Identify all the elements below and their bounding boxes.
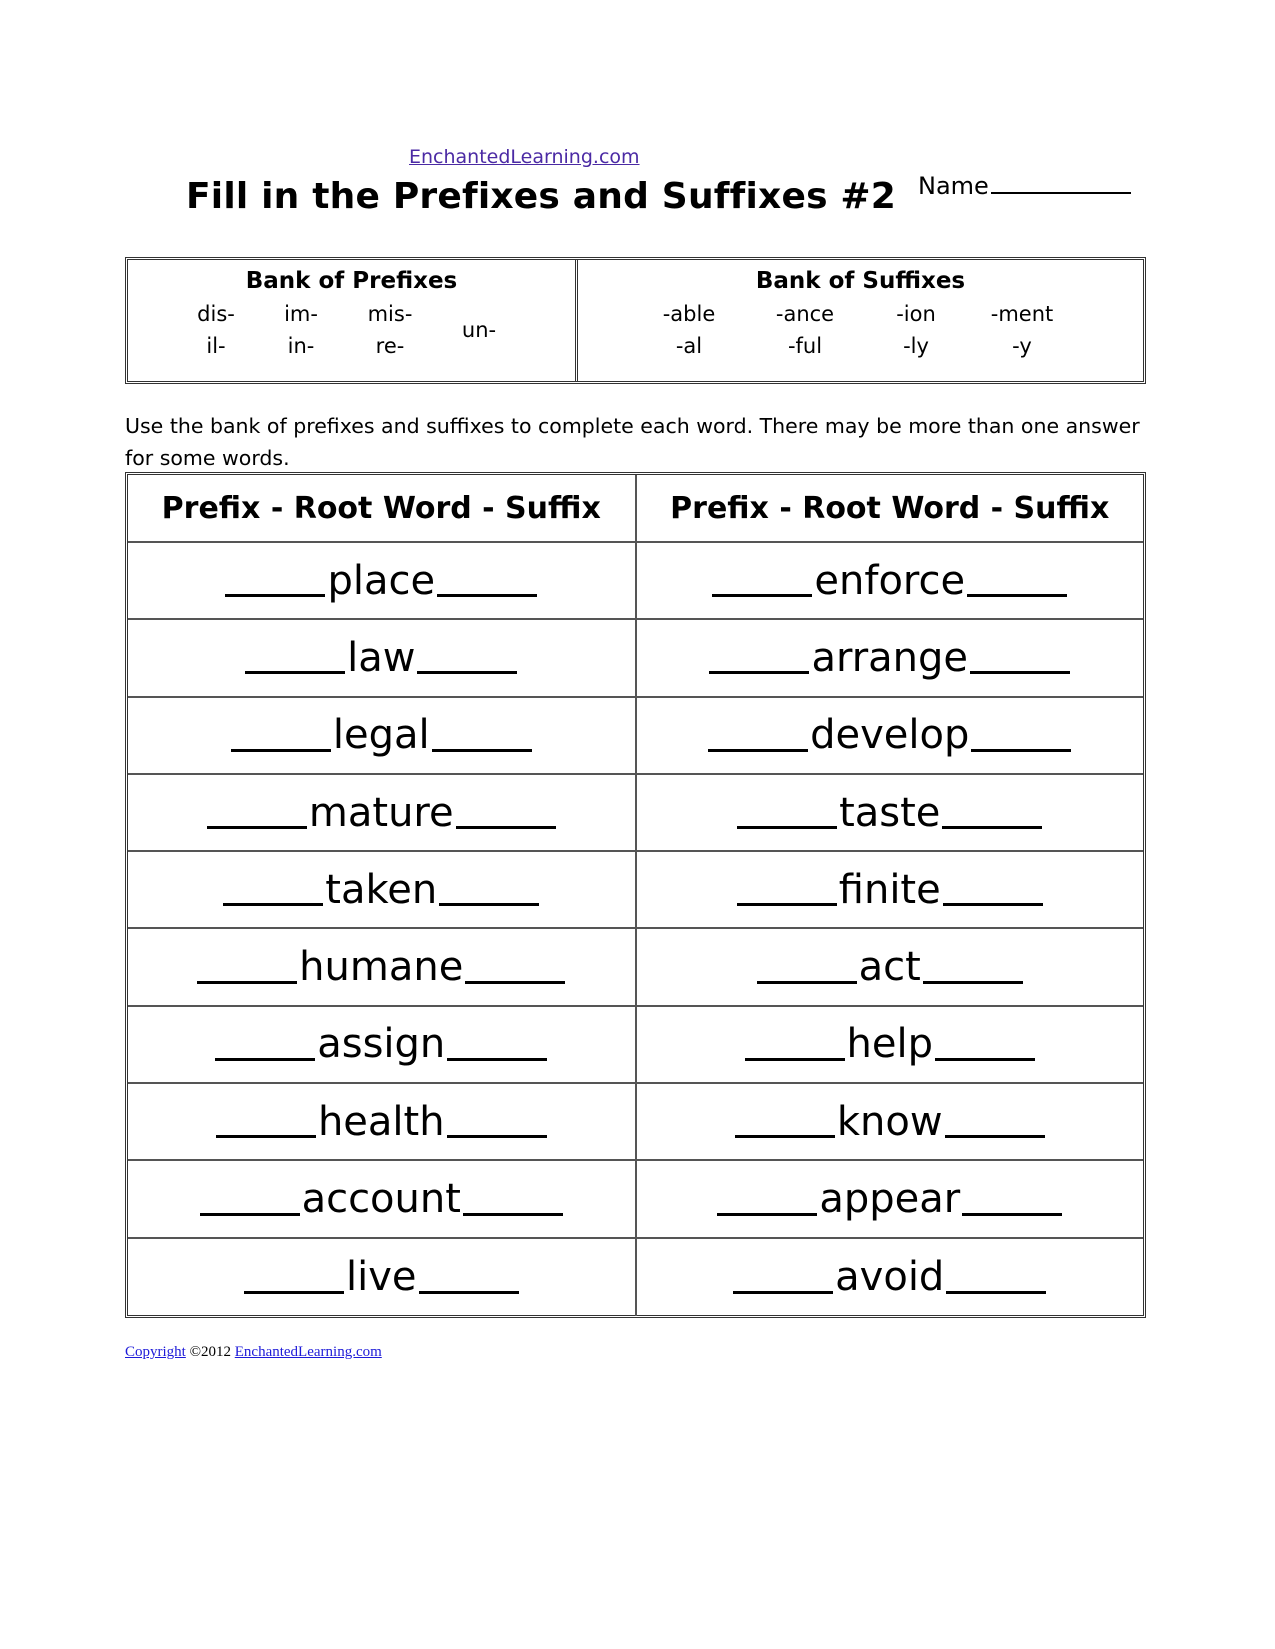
suffix-blank[interactable] bbox=[971, 719, 1071, 752]
root-word: appear bbox=[819, 1176, 961, 1223]
prefix-item: mis- bbox=[367, 302, 413, 326]
suffix-bank bbox=[578, 260, 1143, 381]
suffix-blank[interactable] bbox=[970, 641, 1070, 674]
word-cell bbox=[128, 1161, 637, 1236]
prefix-blank[interactable] bbox=[216, 1105, 316, 1138]
suffix-blank[interactable] bbox=[417, 641, 517, 674]
prefix-blank[interactable] bbox=[207, 796, 307, 829]
word-cell bbox=[128, 1084, 637, 1159]
copyright-year: ©2012 bbox=[189, 1344, 231, 1360]
table-header-row bbox=[128, 475, 1143, 543]
prefix-blank[interactable] bbox=[197, 951, 297, 984]
footer bbox=[125, 1344, 382, 1361]
instructions: Use the bank of prefixes and suffixes to complete each word. There may be more than one answer for some words. bbox=[125, 414, 1140, 470]
prefix-blank[interactable] bbox=[737, 873, 837, 906]
table-row bbox=[128, 698, 1143, 775]
copyright-link[interactable]: Copyright bbox=[125, 1344, 186, 1360]
suffix-item: -ion bbox=[896, 302, 936, 326]
root-word: enforce bbox=[814, 557, 966, 604]
root-word: taken bbox=[325, 866, 438, 913]
table-row bbox=[128, 543, 1143, 620]
suffix-item: -ment bbox=[990, 302, 1054, 326]
prefix-blank[interactable] bbox=[712, 564, 812, 597]
root-word: help bbox=[846, 1021, 933, 1068]
root-word: law bbox=[347, 634, 416, 681]
prefix-blank[interactable] bbox=[717, 1183, 817, 1216]
suffix-blank[interactable] bbox=[967, 564, 1067, 597]
worksheet-title: Fill in the Prefixes and Suffixes #2 bbox=[186, 176, 897, 217]
name-blank bbox=[991, 170, 1131, 194]
word-cell bbox=[637, 929, 1144, 1004]
suffix-blank[interactable] bbox=[439, 873, 539, 906]
table-row bbox=[128, 852, 1143, 929]
word-cell bbox=[637, 1084, 1144, 1159]
root-word: live bbox=[345, 1254, 417, 1301]
name-field bbox=[918, 170, 1131, 200]
prefix-blank[interactable] bbox=[737, 796, 837, 829]
prefix-item: in- bbox=[287, 334, 315, 358]
word-cell bbox=[128, 698, 637, 773]
suffix-blank[interactable] bbox=[419, 1261, 519, 1294]
word-cell bbox=[128, 929, 637, 1004]
word-table bbox=[125, 472, 1146, 1318]
word-cell bbox=[637, 1239, 1144, 1316]
suffix-blank[interactable] bbox=[923, 951, 1023, 984]
site-link[interactable]: EnchantedLearning.com bbox=[409, 146, 640, 168]
suffix-bank-heading: Bank of Suffixes bbox=[755, 268, 966, 294]
suffix-blank[interactable] bbox=[946, 1261, 1046, 1294]
word-cell bbox=[637, 852, 1144, 927]
prefix-blank[interactable] bbox=[225, 564, 325, 597]
prefix-blank[interactable] bbox=[244, 1261, 344, 1294]
word-cell bbox=[128, 620, 637, 695]
word-cell bbox=[637, 543, 1144, 618]
prefix-blank[interactable] bbox=[245, 641, 345, 674]
word-cell bbox=[637, 698, 1144, 773]
prefix-item: il- bbox=[206, 334, 226, 358]
suffix-blank[interactable] bbox=[935, 1028, 1035, 1061]
prefix-bank-heading: Bank of Prefixes bbox=[245, 268, 458, 294]
root-word: health bbox=[317, 1098, 445, 1145]
prefix-blank[interactable] bbox=[757, 951, 857, 984]
suffix-blank[interactable] bbox=[465, 951, 565, 984]
prefix-blank[interactable] bbox=[200, 1183, 300, 1216]
suffix-blank[interactable] bbox=[437, 564, 537, 597]
suffix-item: -al bbox=[675, 334, 703, 358]
name-label: Name bbox=[918, 172, 989, 200]
root-word: develop bbox=[810, 712, 970, 759]
footer-site-link[interactable]: EnchantedLearning.com bbox=[234, 1344, 382, 1360]
root-word: humane bbox=[299, 944, 464, 991]
word-cell bbox=[128, 1239, 637, 1316]
table-row bbox=[128, 1084, 1143, 1161]
root-word: mature bbox=[308, 789, 454, 836]
suffix-item: -able bbox=[662, 302, 716, 326]
table-row bbox=[128, 1239, 1143, 1316]
suffix-blank[interactable] bbox=[942, 796, 1042, 829]
table-row bbox=[128, 1007, 1143, 1084]
column-header: Prefix - Root Word - Suffix bbox=[670, 490, 1110, 526]
root-word: legal bbox=[332, 712, 430, 759]
suffix-blank[interactable] bbox=[456, 796, 556, 829]
word-cell bbox=[637, 775, 1144, 850]
suffix-item: -ly bbox=[903, 334, 929, 358]
suffix-item: -ance bbox=[775, 302, 835, 326]
word-cell bbox=[637, 620, 1144, 695]
prefix-blank[interactable] bbox=[733, 1261, 833, 1294]
suffix-item: -ful bbox=[787, 334, 823, 358]
table-row bbox=[128, 620, 1143, 697]
root-word: avoid bbox=[835, 1254, 945, 1301]
root-word: account bbox=[301, 1176, 461, 1223]
root-word: taste bbox=[839, 789, 941, 836]
root-word: assign bbox=[317, 1021, 446, 1068]
affix-bank bbox=[125, 257, 1146, 384]
word-cell bbox=[128, 852, 637, 927]
prefix-blank[interactable] bbox=[745, 1028, 845, 1061]
suffix-blank[interactable] bbox=[463, 1183, 563, 1216]
prefix-item: un- bbox=[461, 318, 497, 342]
prefix-blank[interactable] bbox=[231, 719, 331, 752]
root-word: act bbox=[858, 944, 921, 991]
column-header: Prefix - Root Word - Suffix bbox=[128, 475, 637, 541]
prefix-blank[interactable] bbox=[708, 719, 808, 752]
prefix-blank[interactable] bbox=[215, 1028, 315, 1061]
table-row bbox=[128, 1161, 1143, 1238]
root-word: finite bbox=[838, 866, 941, 913]
prefix-item: im- bbox=[284, 302, 318, 326]
word-cell bbox=[128, 543, 637, 618]
suffix-blank[interactable] bbox=[432, 719, 532, 752]
prefix-blank[interactable] bbox=[223, 873, 323, 906]
suffix-blank[interactable] bbox=[447, 1028, 547, 1061]
table-row bbox=[128, 775, 1143, 852]
root-word: arrange bbox=[811, 634, 969, 681]
suffix-blank[interactable] bbox=[447, 1105, 547, 1138]
word-cell bbox=[128, 775, 637, 850]
word-cell bbox=[637, 1161, 1144, 1236]
prefix-item: dis- bbox=[197, 302, 235, 326]
table-row bbox=[128, 929, 1143, 1006]
root-word: know bbox=[836, 1098, 943, 1145]
word-cell bbox=[128, 1007, 637, 1082]
suffix-blank[interactable] bbox=[943, 873, 1043, 906]
prefix-item: re- bbox=[375, 334, 405, 358]
root-word: place bbox=[327, 557, 436, 604]
prefix-bank bbox=[128, 260, 578, 381]
word-cell bbox=[637, 1007, 1144, 1082]
suffix-blank[interactable] bbox=[962, 1183, 1062, 1216]
suffix-blank[interactable] bbox=[945, 1105, 1045, 1138]
suffix-item: -y bbox=[1012, 334, 1032, 358]
prefix-blank[interactable] bbox=[735, 1105, 835, 1138]
prefix-blank[interactable] bbox=[709, 641, 809, 674]
